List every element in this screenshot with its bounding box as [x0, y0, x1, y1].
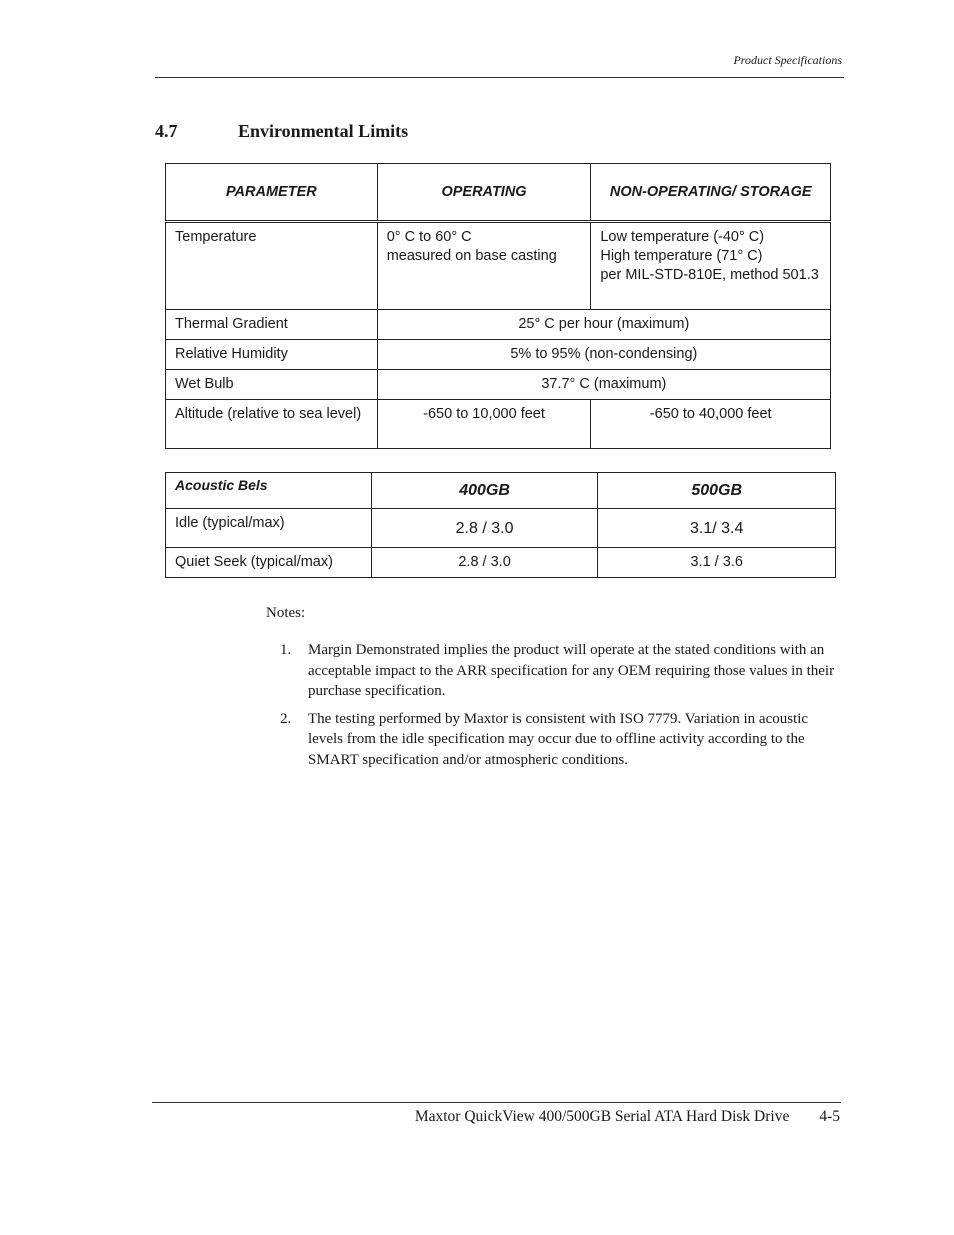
storage-high: High temperature (71° C): [600, 248, 763, 264]
note-text: Margin Demonstrated implies the product will operate at the stated conditions with an acceptable impact to the ARR specification for any OEM requiring those values in their purchase specification.: [308, 642, 835, 699]
storage-cell: -650 to 40,000 feet: [591, 400, 831, 449]
header-rule: [155, 77, 844, 78]
storage-cell: [591, 222, 831, 310]
environmental-limits-table: [165, 163, 831, 449]
header-non-operating: NON-OPERATING/ STORAGE: [591, 164, 831, 222]
table-row: [166, 310, 831, 340]
section-heading: [155, 121, 408, 142]
table-row: [166, 548, 836, 578]
running-header: Product Specifications: [733, 53, 842, 67]
storage-standard: per MIL-STD-810E, method 501.3: [600, 267, 819, 283]
notes-list: [280, 640, 840, 777]
value-cell: 25° C per hour (maximum): [377, 310, 830, 340]
operating-note: measured on base casting: [386, 248, 557, 264]
table-header-row: [166, 473, 836, 509]
table-header-row: [166, 164, 831, 222]
row-label: Quiet Seek (typical/max): [166, 548, 372, 578]
table-row: [166, 340, 831, 370]
note-number: 1.: [280, 642, 292, 658]
value-400gb: 2.8 / 3.0: [371, 548, 598, 578]
parameter-cell: Relative Humidity: [166, 340, 378, 370]
section-title: Environmental Limits: [238, 121, 409, 141]
value-cell: 5% to 95% (non-condensing): [377, 340, 830, 370]
header-operating: OPERATING: [377, 164, 591, 222]
parameter-cell: Wet Bulb: [166, 370, 378, 400]
value-cell: 37.7° C (maximum): [377, 370, 830, 400]
list-item: [280, 709, 840, 771]
note-text: The testing performed by Maxtor is consistent with ISO 7779. Variation in acoustic levels from the idle specification may occur due to offline activity according to the SMART specification and/or atmospheric conditions.: [308, 710, 809, 768]
table-row: [166, 370, 831, 400]
parameter-cell: Altitude (relative to sea level): [166, 400, 378, 449]
header-500gb: 500GB: [598, 473, 836, 509]
value-500gb: 3.1 / 3.6: [598, 548, 836, 578]
header-400gb: 400GB: [371, 473, 598, 509]
operating-cell: -650 to 10,000 feet: [377, 400, 591, 449]
storage-low: Low temperature (-40° C): [600, 229, 765, 245]
acoustic-table: [165, 472, 836, 578]
table-row: [166, 222, 831, 310]
value-500gb: 3.1/ 3.4: [598, 509, 836, 548]
operating-range: 0° C to 60° C: [386, 229, 472, 245]
note-number: 2.: [280, 710, 292, 727]
operating-cell: [377, 222, 591, 310]
header-acoustic-bels: Acoustic Bels: [166, 473, 372, 509]
footer-rule: [152, 1102, 841, 1103]
section-number: 4.7: [155, 121, 178, 141]
parameter-cell: Temperature: [166, 222, 378, 310]
page-footer: [415, 1108, 840, 1126]
notes-label: Notes:: [266, 605, 306, 621]
page-number: 4-5: [819, 1108, 840, 1125]
value-400gb: 2.8 / 3.0: [371, 509, 598, 548]
table-row: [166, 400, 831, 449]
footer-title: Maxtor QuickView 400/500GB Serial ATA Hard Disk Drive: [414, 1108, 790, 1125]
parameter-cell: Thermal Gradient: [166, 310, 378, 340]
row-label: Idle (typical/max): [166, 509, 372, 548]
table-row: [166, 509, 836, 548]
list-item: [280, 640, 840, 702]
header-parameter: PARAMETER: [166, 164, 378, 222]
